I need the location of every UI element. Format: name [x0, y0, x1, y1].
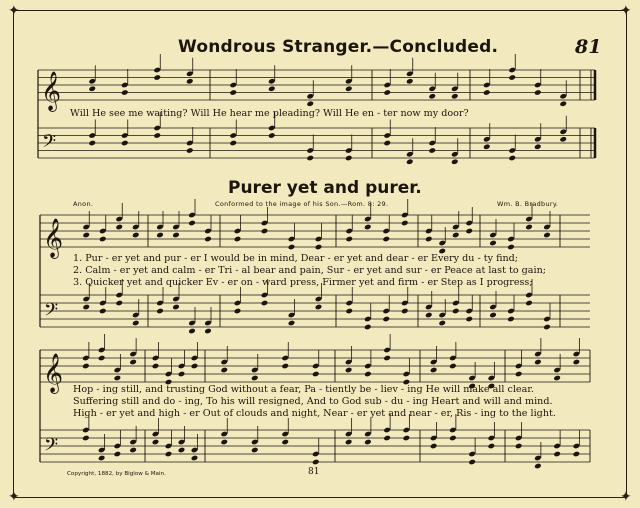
note-head: [306, 100, 314, 107]
note-head: [515, 371, 523, 378]
note-head: [152, 363, 160, 370]
note-head: [383, 435, 391, 442]
song1-lyrics: Will He see me waiting? Will He hear me pleading? Will He en - ter now my door?: [70, 108, 469, 119]
note-head: [401, 220, 409, 227]
note-head: [507, 316, 515, 323]
note-head: [483, 143, 491, 150]
note-head: [488, 443, 496, 450]
note-head: [382, 236, 390, 243]
note-head: [288, 320, 296, 327]
note-head: [553, 451, 561, 458]
verse-3-line-2: High - er yet and high - er Out of clouds and night, Near - er yet and near - er, Ris - ing to the light.: [73, 408, 556, 419]
verse-3-line-1: 3. Quicker yet and quicker Ev - er on - ward press, Firmer yet and firm - er Step as I progress;: [73, 277, 533, 288]
note-head: [234, 236, 242, 243]
treble-clef-icon: 𝄞: [41, 71, 62, 111]
bass-clef-icon: 𝄢: [42, 131, 57, 157]
note-head: [383, 89, 391, 96]
note-head: [251, 447, 259, 454]
note-head: [165, 451, 173, 458]
note-head: [383, 355, 391, 362]
note-head: [268, 132, 276, 139]
note-head: [132, 232, 140, 239]
note-head: [428, 147, 436, 154]
note-head: [425, 236, 433, 243]
note-head: [220, 439, 228, 446]
note-head: [382, 316, 390, 323]
note-head: [345, 155, 353, 162]
note-head: [261, 300, 269, 307]
note-head: [98, 455, 106, 462]
song2-title: Purer yet and purer.: [228, 178, 422, 198]
note-head: [114, 451, 122, 458]
note-head: [312, 371, 320, 378]
treble-clef-icon: 𝄞: [43, 218, 64, 258]
note-head: [156, 308, 164, 315]
note-head: [468, 459, 476, 466]
note-head: [507, 244, 515, 251]
note-head: [191, 455, 199, 462]
note-head: [229, 140, 237, 147]
note-head: [288, 244, 296, 251]
note-head: [220, 367, 228, 374]
page-title: Wondrous Stranger.—Concluded.: [178, 37, 499, 57]
treble-clef-icon: 𝄞: [43, 353, 64, 393]
note-head: [153, 132, 161, 139]
note-head: [99, 236, 107, 243]
note-head: [82, 304, 90, 311]
note-head: [449, 363, 457, 370]
note-head: [543, 324, 551, 331]
note-head: [156, 232, 164, 239]
note-head: [364, 371, 372, 378]
note-head: [268, 85, 276, 92]
note-head: [204, 236, 212, 243]
note-head: [573, 359, 581, 366]
note-head: [525, 224, 533, 231]
note-head: [515, 443, 523, 450]
note-head: [428, 93, 436, 100]
bass-clef-icon: 𝄢: [44, 435, 59, 460]
note-head: [534, 359, 542, 366]
corner-ornament-icon: ✦: [620, 489, 632, 505]
note-head: [121, 140, 129, 147]
note-head: [465, 228, 473, 235]
note-head: [559, 136, 567, 143]
note-head: [281, 363, 289, 370]
note-head: [508, 155, 516, 162]
note-head: [234, 308, 242, 315]
note-head: [483, 89, 491, 96]
note-head: [559, 100, 567, 107]
note-head: [115, 224, 123, 231]
note-head: [229, 89, 237, 96]
note-head: [204, 328, 212, 335]
note-head: [99, 308, 107, 315]
note-head: [401, 308, 409, 315]
note-head: [188, 220, 196, 227]
note-head: [525, 300, 533, 307]
note-head: [261, 228, 269, 235]
corner-ornament-icon: ✦: [8, 489, 20, 505]
note-head: [451, 158, 459, 165]
note-head: [452, 232, 460, 239]
note-head: [534, 463, 542, 470]
note-head: [345, 236, 353, 243]
note-head: [345, 308, 353, 315]
note-head: [306, 155, 314, 162]
note-head: [129, 447, 137, 454]
note-head: [251, 375, 259, 382]
bass-clef-icon: 𝄢: [44, 300, 59, 325]
note-head: [88, 140, 96, 147]
note-head: [553, 375, 561, 382]
song2-composer: Wm. B. Bradbury.: [497, 200, 559, 208]
copyright: Copyright, 1882, by Biglow & Main.: [67, 471, 166, 477]
note-head: [406, 78, 414, 85]
note-head: [345, 439, 353, 446]
note-head: [312, 459, 320, 466]
note-head: [152, 439, 160, 446]
corner-ornament-icon: ✦: [620, 3, 632, 19]
note-head: [88, 85, 96, 92]
note-head: [364, 224, 372, 231]
note-head: [188, 328, 196, 335]
note-head: [364, 439, 372, 446]
note-head: [465, 316, 473, 323]
page-number: 81: [575, 36, 602, 58]
note-head: [132, 320, 140, 327]
note-head: [178, 447, 186, 454]
verse-1-line-2: Hop - ing still, and trusting God without a fear, Pa - tiently be - liev - ing He will make all clear.: [73, 384, 534, 395]
verse-2-line-1: 2. Calm - er yet and calm - er Tri - al bear and pain, Sur - er yet and sur - er Peace at last to gain;: [73, 265, 546, 276]
note-head: [82, 363, 90, 370]
note-head: [98, 355, 106, 362]
note-head: [449, 435, 457, 442]
note-head: [451, 93, 459, 100]
note-head: [191, 363, 199, 370]
note-head: [534, 89, 542, 96]
note-head: [425, 312, 433, 319]
note-head: [403, 435, 411, 442]
footer-page-number: 81: [308, 467, 320, 477]
note-head: [82, 435, 90, 442]
note-head: [281, 439, 289, 446]
note-head: [315, 244, 323, 251]
song2-scripture: Conformed to the image of his Son.—Rom. 8: 29.: [215, 200, 389, 208]
note-head: [345, 85, 353, 92]
note-head: [430, 367, 438, 374]
corner-ornament-icon: ✦: [8, 3, 20, 19]
note-head: [383, 140, 391, 147]
note-head: [489, 312, 497, 319]
note-head: [114, 375, 122, 382]
note-head: [573, 451, 581, 458]
note-head: [534, 143, 542, 150]
note-head: [121, 89, 129, 96]
note-head: [153, 74, 161, 81]
note-head: [186, 78, 194, 85]
note-head: [452, 308, 460, 315]
note-head: [82, 232, 90, 239]
note-head: [186, 147, 194, 154]
verse-1-line-1: 1. Pur - er yet and pur - er I would be in mind, Dear - er yet and dear - er Every du - ty find;: [73, 253, 519, 264]
note-head: [406, 158, 414, 165]
note-head: [172, 304, 180, 311]
note-head: [438, 320, 446, 327]
note-head: [315, 304, 323, 311]
note-head: [178, 371, 186, 378]
note-head: [508, 74, 516, 81]
note-head: [430, 443, 438, 450]
note-head: [543, 232, 551, 239]
note-head: [115, 300, 123, 307]
note-head: [364, 324, 372, 331]
note-head: [489, 240, 497, 247]
verse-2-line-2: Suffering still and do - ing, To his will resigned, And to God sub - du - ing Heart and will and mind.: [73, 396, 553, 407]
note-head: [129, 359, 137, 366]
note-head: [345, 367, 353, 374]
song2-author: Anon.: [73, 200, 94, 208]
note-head: [172, 232, 180, 239]
